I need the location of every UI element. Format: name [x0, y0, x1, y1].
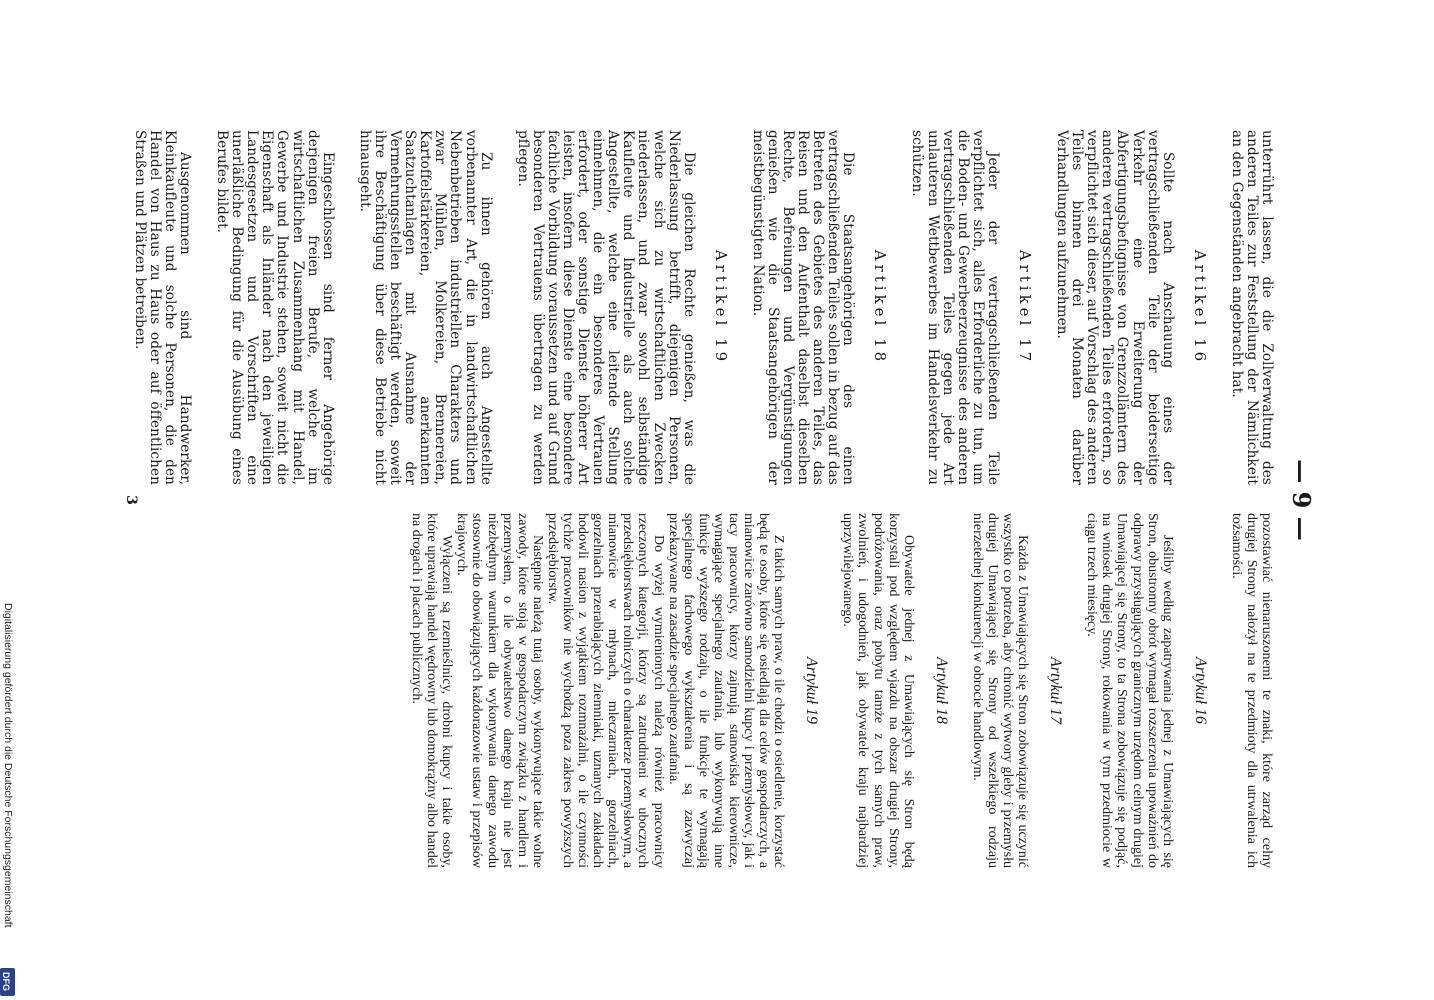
pl-article-18-heading: Artykuł 18: [932, 656, 950, 725]
pl-article-19-para-1: Z takich samych praw, o ile chodzi o osiedlenie, korzystać będą te osoby, które się osiedlają dla celów gospodarczych, a mianowicie zarówno samodzielni kupcy i przemysłowcy, jak i tacy pracownicy, którzy zajmują stanowiska kierownicze, wymagające specjalnego zaufania, lub wykonywują inne funkcje wyższego rodzaju, o ile funkcje te wymagają specjalnego fachowego wykształcenia i są zazwyczaj przekazywane na zasadzie specjalnego zaufania.: [665, 513, 787, 868]
pl-intro-paragraph: pozostawiać nienaruszonemi te znaki, które zarząd celny drugiej Strony nałożył na te przedmioty dla utrwalenia ich tożsamości.: [1228, 513, 1274, 868]
dfg-logo-graphic: [0, 968, 15, 996]
de-article-16-text: Sollte nach Anschauung eines der vertragschließenden Teile der beiderseitige Verkehr eine Erweiterung der Abfertigungsbefugnisse von Grenzzollämtern des anderen vertragschließenden Teiles erfordern, so verpflichtet sich dieser, auf Vorschlag des anderen Teiles binnen drei Monaten darüber Verhandlungen aufzunehmen.: [1054, 130, 1176, 485]
dfg-logo-icon: [0, 968, 15, 996]
pl-article-18-text: Obywatele jednej z Umawiających się Stron będą korzystali pod względem wjazdu na obszar drugiej Strony, podróżowania, oraz pobytu tamże z tych samych praw, zwolnień, i udogodnień, jak obywatele kraju najbardziej uprzywilejowanego.: [840, 513, 916, 868]
credit-text: Digitalisierung gefördert durch die Deutsche Forschungsgemeinschaft: [2, 603, 14, 928]
pl-article-16-text: Jeśliby według zapatrywania jednej z Umawiających się Stron, obustronny obrót wymagał rozszerzenia upoważnień do odprawy przysługujących granicznym urzędom celnym drugiej Umawiającej się Strony, to ta Strona zobowiązuje się podjąć, na wniosek drugiej Strony, rokowania w tym przedmiocie w ciągu trzech miesięcy.: [1084, 513, 1175, 868]
de-article-17-heading: Artikel 17: [1015, 249, 1034, 366]
pl-article-19-para-2: Do wyżej wymienionych należą również pracownicy rzeczonych kategorji, którzy są zatrudnieni w ubocznych przedsiębiorstwach rolniczych o charakterze przemysłowym, a mianowicie w młynach, mleczarniach, gorzelniach, gorzelniach przerabiających ziemniaki, uznanych zakładach hodowli nasion z wyjątkiem rozmnażalni, o ile czynności tychże pracowników nie wychodzą poza zakres powyższych przedsiębiorstw.: [544, 513, 666, 868]
pl-article-16-heading: Artykuł 16: [1191, 656, 1209, 725]
pl-article-19-para-4: Wyłączeni są rzemieślnicy, drobni kupcy i takie osoby, które uprawiają handel wędrowny lub domokrążny albo handel na drogach i placach publicznych.: [409, 513, 455, 868]
dfg-logo-text: DFG: [1, 972, 11, 991]
pl-article-17-heading: Artykuł 17: [1047, 656, 1065, 725]
digitization-credit: [0, 603, 16, 995]
de-article-19-para-4: Ausgenommen sind Handwerker, Kleinkaufleute und solche Personen, die den Handel von Haus zu Haus oder auf öffentlichen Straßen und Plätzen betreiben.: [131, 130, 194, 485]
de-article-17-text: Jeder der vertragschließenden Teile verpflichtet sich, alles Erforderliche zu tun, um die Boden- und Gewerbeerzeugnisse des anderen vertragschließenden Teiles gegen jede Art unlauteren Wettbewerbes im Handelsverkehr zu schützen.: [909, 130, 1001, 485]
de-article-18-heading: Artikel 18: [871, 249, 890, 366]
german-column: [132, 130, 1274, 485]
de-article-19-heading: Artikel 19: [711, 249, 730, 366]
pl-article-17-text: Każda z Umawiających się Stron zobowiązuje się uczynić wszystko co potrzeba, aby chronić wytwory gleby i przemysłu drugiej Umawiającej się Strony od wszelkiego rodzaju nierzetelnej konkurencji w obrocie handlowym.: [969, 513, 1031, 868]
polish-column: [409, 513, 1274, 868]
de-intro-paragraph: unterrührt lassen, die die Zollverwaltung des anderen Teiles zur Feststellung der Nämlichkeit an den Gegenständen angebracht hat.: [1228, 130, 1275, 485]
de-article-19-para-1: Die gleichen Rechte genießen, was die Niederlassung betrifft, diejenigen Personen, welche sich zu wirtschaftlichen Zwecken niederlassen, und zwar sowohl selbständige Kaufleute und Industrielle als auch solche Angestellte, welche eine leitende Stellung einnehmen, die ein besonderes Vertrauen erfordert, oder sonstige Dienste höherer Art leisten, insofern diese Dienste eine besondere fachliche Vorbildung voraussetzen und auf Grund besonderen Vertrauens übertragen zu werden pflegen.: [514, 130, 697, 485]
page-number: — 9 —: [1287, 459, 1316, 541]
pl-article-19-heading: Artykuł 19: [803, 656, 821, 725]
de-article-16-heading: Artikel 16: [1190, 249, 1209, 366]
pl-article-19-para-3: Następnie należą tutaj osoby, wykonywujące takie wolne zawody, które stoją w gospodarczym związku z handlem i przemysłem, o ile obywatelstwo danego kraju nie jest niezbędnym warunkiem dla wykonywania danego zawodu stosownie do obowiązujących każdorazowie ustaw i przepisów krajowych.: [454, 513, 545, 868]
de-article-19-para-3: Eingeschlossen sind ferner Angehörige derjenigen freien Berufe, welche im wirtschaftlichen Zusammenhang mit Handel, Gewerbe und Industrie stehen, soweit nicht die Eigenschaft als Inländer nach den jeweiligen Landesgesetzen und Vorschriften eine unerläßliche Bedingung für die Ausübung eines Berufes bildet.: [214, 130, 336, 485]
de-article-19-para-2: Zu ihnen gehören auch Angestellte vorbenannter Art, die in landwirtschaftlichen Nebenbetrieben industriellen Charakters und zwar Mühlen, Molkereien, Brennereien, Kartoffelstärkereien, anerkannten Saatzuchtanlagen mit Ausnahme der Vermehrungsstellen beschäftigt werden, soweit ihre Beschäftigung über diese Betriebe nicht hinausgeht.: [356, 130, 494, 485]
de-article-18-text: Die Staatsangehörigen des einen vertragschließenden Teiles sollen in bezug auf das Betreten des Gebietes des anderen Teiles, das Reisen und den Aufenthalt daselbst dieselben Rechte, Befreiungen und Vergünstigungen genießen wie die Staatsangehörigen der meistbegünstigten Nation.: [749, 130, 857, 485]
sheet-number: 3: [123, 495, 139, 505]
